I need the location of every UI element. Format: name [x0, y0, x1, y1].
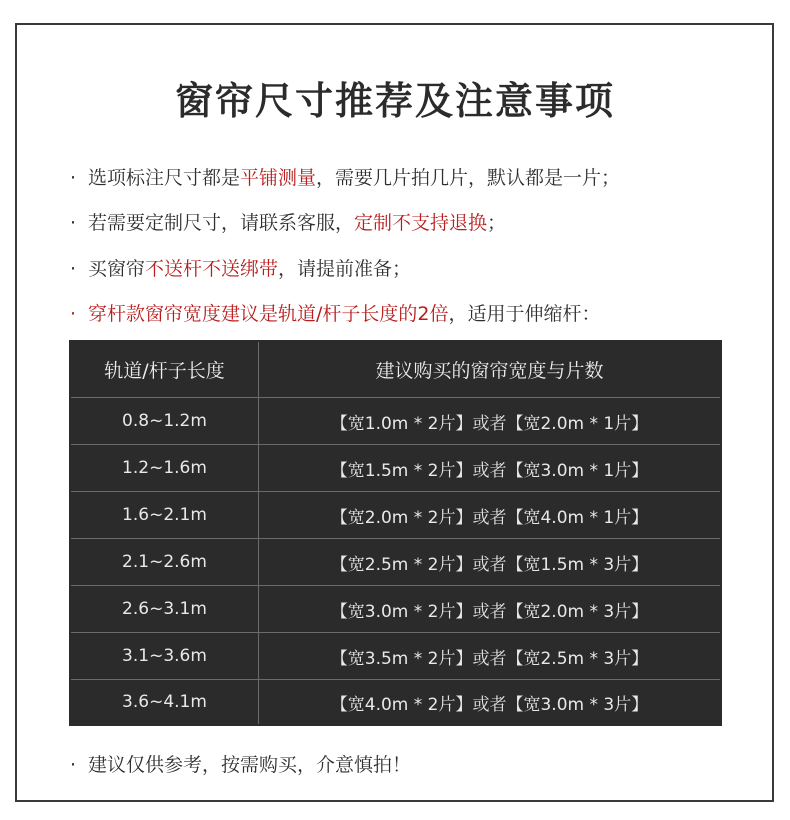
- note-1: [70, 163, 620, 190]
- note-text: 若需要定制尺寸，请联系客服，: [88, 212, 355, 234]
- note-2: [70, 208, 506, 235]
- note-4: [70, 299, 601, 326]
- note-text: ，需要几片拍几片，默认都是一片；: [316, 167, 621, 189]
- note-3: [70, 254, 411, 281]
- curtain-width-cell: 【宽3.0m * 2片】或者【宽2.0m * 3片】: [259, 586, 720, 633]
- bullet: ·: [70, 303, 77, 325]
- bullet: ·: [70, 258, 77, 280]
- curtain-width-cell: 【宽2.5m * 2片】或者【宽1.5m * 3片】: [259, 539, 720, 586]
- footer-text: 建议仅供参考，按需购买，介意慎拍！: [88, 754, 412, 776]
- note-text: 选项标注尺寸都是: [88, 167, 241, 189]
- bullet: ·: [70, 754, 77, 776]
- table-row: [71, 539, 720, 586]
- rod-length-cell: 0.8~1.2m: [71, 398, 259, 445]
- curtain-width-cell: 【宽3.5m * 2片】或者【宽2.5m * 3片】: [259, 633, 720, 680]
- table-row: [71, 398, 720, 445]
- table-header-cell: 建议购买的窗帘宽度与片数: [259, 342, 720, 398]
- curtain-width-cell: 【宽1.5m * 2片】或者【宽3.0m * 1片】: [259, 445, 720, 492]
- note-highlight: 定制不支持退换: [354, 212, 488, 234]
- note-highlight: 不送杆不送绑带: [145, 258, 279, 280]
- table-row: [71, 633, 720, 680]
- rod-length-cell: 1.2~1.6m: [71, 445, 259, 492]
- rod-length-cell: 1.6~2.1m: [71, 492, 259, 539]
- footer-note: [70, 750, 411, 777]
- table-row: [71, 586, 720, 633]
- table-header-row: [71, 342, 720, 398]
- rod-length-cell: 2.1~2.6m: [71, 539, 259, 586]
- table-header-cell: 轨道/杆子长度: [71, 342, 259, 398]
- rod-length-cell: 3.1~3.6m: [71, 633, 259, 680]
- note-text: ，请提前准备；: [278, 258, 412, 280]
- rod-length-cell: 3.6~4.1m: [71, 680, 259, 724]
- curtain-width-cell: 【宽2.0m * 2片】或者【宽4.0m * 1片】: [259, 492, 720, 539]
- table-row: [71, 680, 720, 724]
- note-highlight: 穿杆款窗帘宽度建议是轨道/杆子长度的2倍: [88, 303, 449, 325]
- curtain-width-cell: 【宽1.0m * 2片】或者【宽2.0m * 1片】: [259, 398, 720, 445]
- rod-length-cell: 2.6~3.1m: [71, 586, 259, 633]
- size-table: [69, 340, 722, 726]
- curtain-width-cell: 【宽4.0m * 2片】或者【宽3.0m * 3片】: [330, 694, 649, 715]
- note-text: ，适用于伸缩杆：: [448, 303, 601, 325]
- table-row: [71, 445, 720, 492]
- page-title: 窗帘尺寸推荐及注意事项: [174, 79, 615, 123]
- note-text: 买窗帘: [88, 258, 146, 280]
- note-text: ；: [487, 212, 507, 234]
- note-highlight: 平铺测量: [240, 167, 317, 189]
- table-row: [71, 492, 720, 539]
- bullet: ·: [70, 167, 77, 189]
- bullet: ·: [70, 212, 77, 234]
